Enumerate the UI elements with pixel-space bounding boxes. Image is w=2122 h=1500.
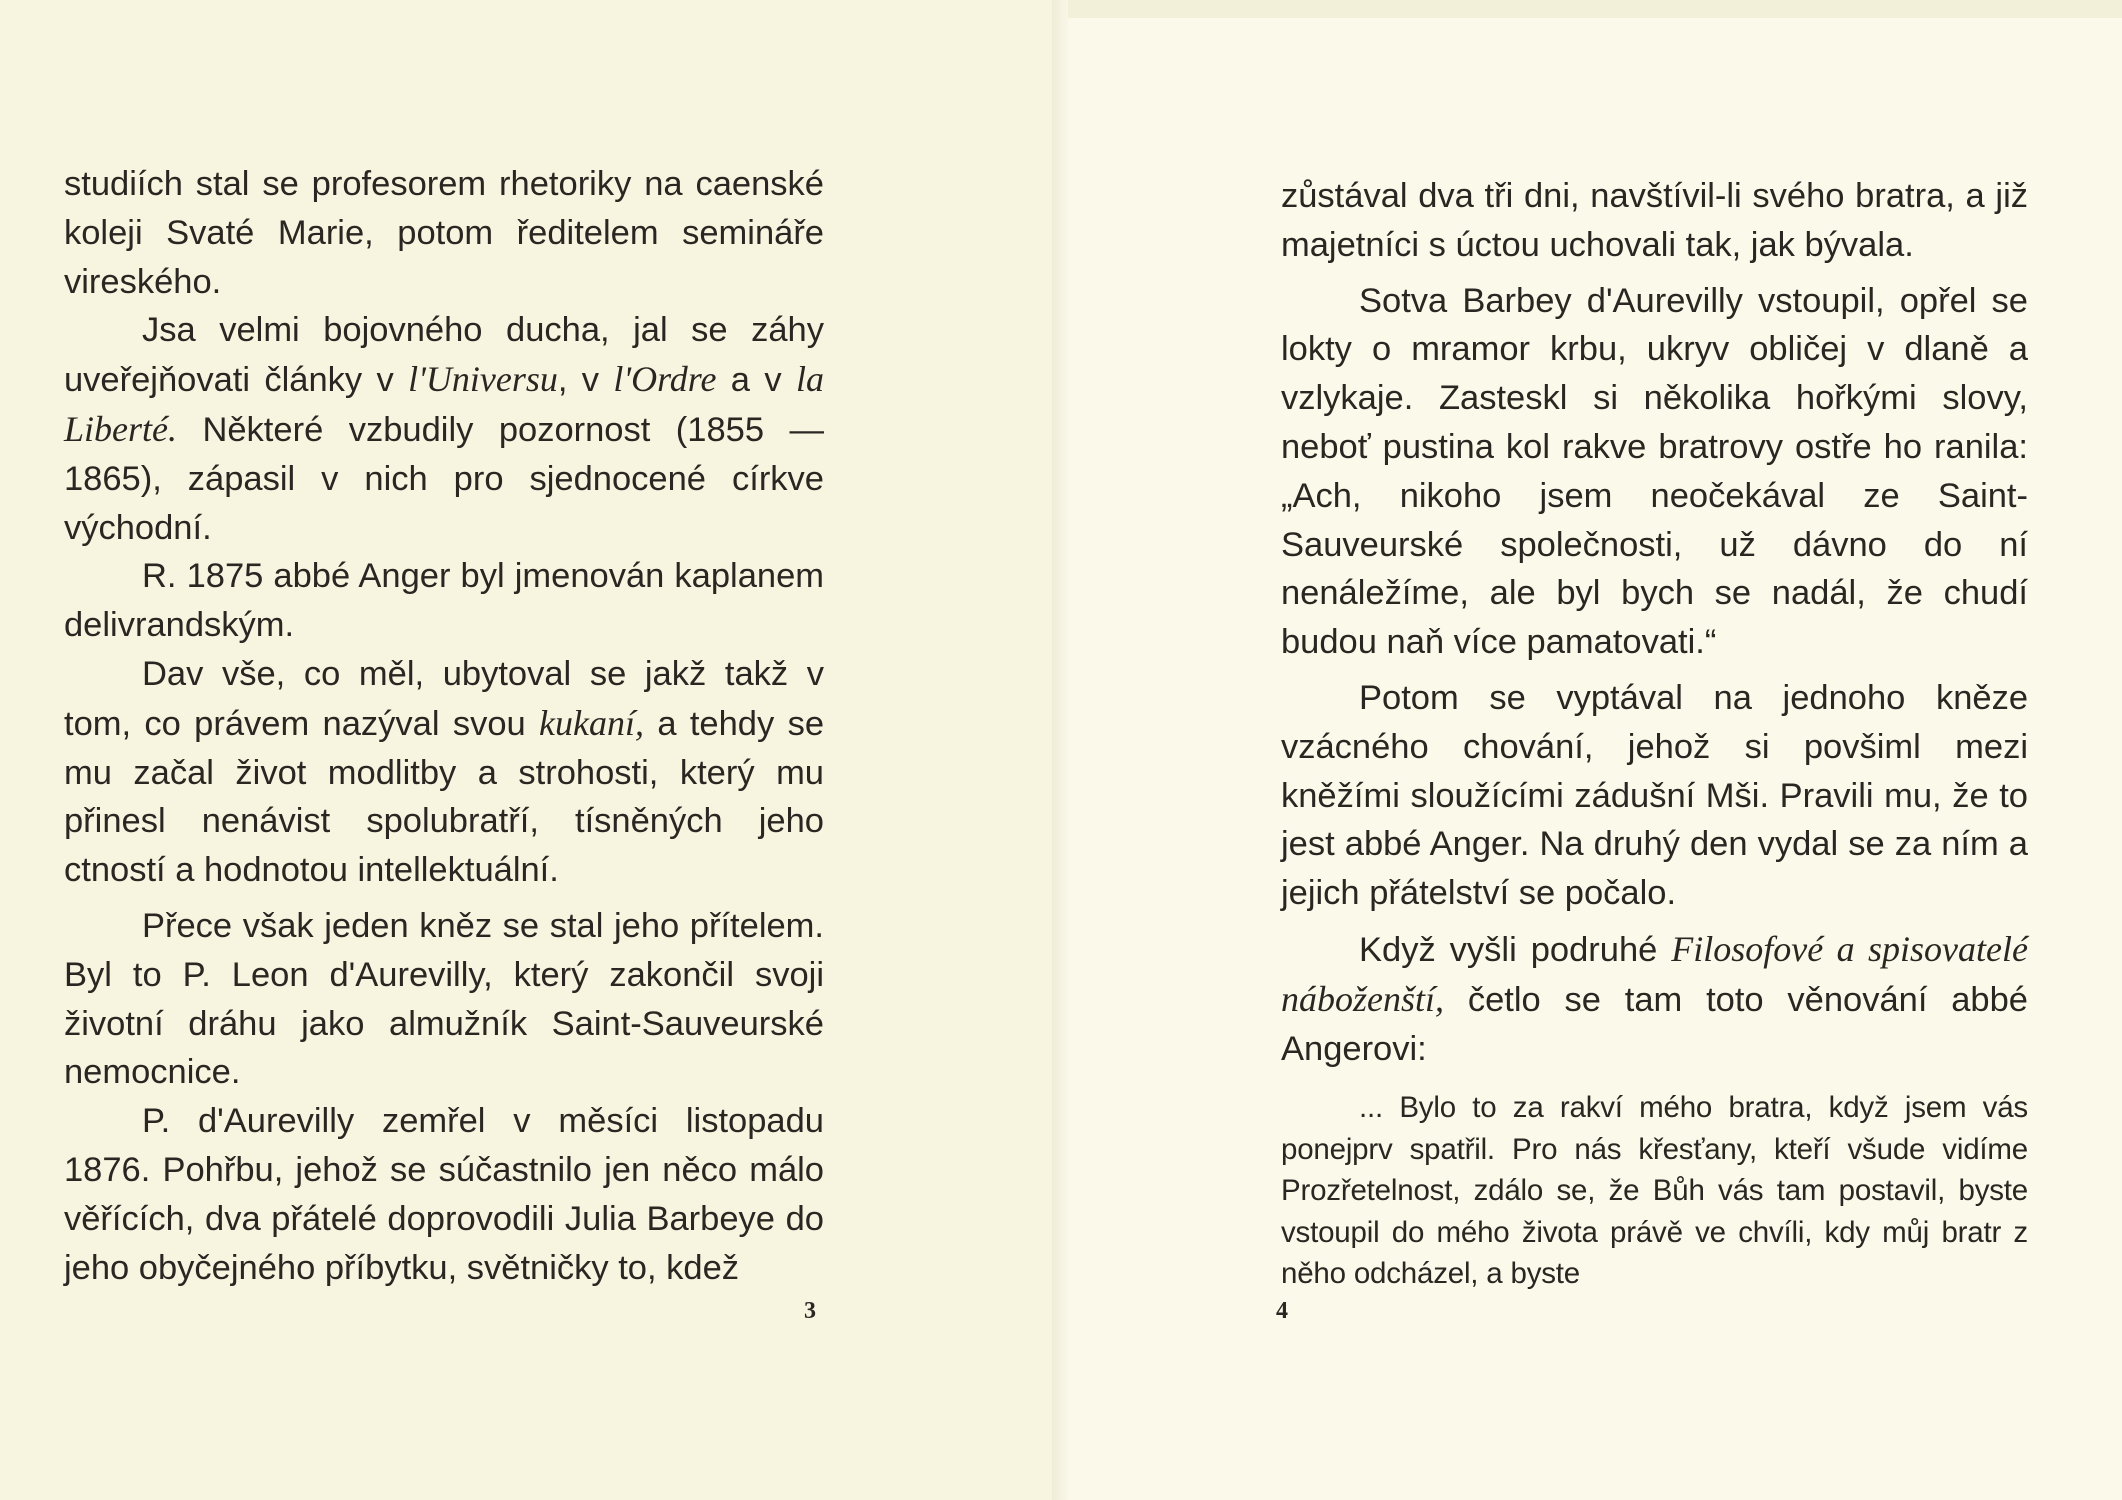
book-gutter: [1052, 0, 1068, 1500]
paragraph: Dav vše, co měl, ubytoval se jakž takž v tom, co právem nazýval svou kukaní, a tehdy se mu začal život modlitby a strohosti, který mu přinesl nenávist spolubratří, tísněných jeho ctností a hodnotou intellektuální.: [64, 654, 825, 890]
paragraph: Potom se vyptával na jednoho kněze vzácného chování, jehož si povšiml mezi kněžími sloužícími zádušní Mši. Pravili mu, že to jest abbé Anger. Na druhý den vydal se za ním a jejich přátelství se počalo.: [1281, 678, 2028, 913]
paragraph: P. d'Aurevilly zemřel v měsíci listopadu 1876. Pohřbu, jehož se súčastnilo jen něco málo věřících, dva přátelé doprovodili Julia Barbeye do jeho obyčejného příbytku, světničky to, kdež: [64, 1102, 824, 1287]
paragraph: studiích stal se profesorem rhetoriky na caenské koleji Svaté Marie, potom ředitelem semináře vireského.: [64, 165, 824, 301]
paragraph: Sotva Barbey d'Aurevilly vstoupil, opřel se lokty o mramor krbu, ukryv obličej v dlaně a vzlykaje. Zasteskl si několika hořkými slovy, neboť pustina kol rakve bratrovy ostře ho ranila: „Ach, nikoho jsem neočekával ze Saint-Sauveurské společnosti, už dávno do ní nenáležíme, ale byl bych se nadál, že chudí budou naň více pamatovati.“: [1281, 281, 2028, 662]
paragraph: zůstával dva tři dni, navštívil-li svého bratra, a již majetníci s úctou uchovali tak, jak bývala.: [1281, 177, 2028, 264]
paragraph: Jsa velmi bojovného ducha, jal se záhy uveřejňovati články v l'Universu, v l'Ordre a v la Liberté. Některé vzbudily pozornost (1855 —1865), zápasil v nich pro sjednocené církve východní.: [64, 311, 824, 547]
paragraph: R. 1875 abbé Anger byl jmenován kaplanem delivrandským.: [64, 557, 824, 645]
page-number: 3: [804, 1298, 816, 1324]
right-page-text: [1281, 172, 2028, 1295]
page-number: 4: [1276, 1298, 1288, 1324]
paragraph: Přece však jeden kněz se stal jeho přítelem. Byl to P. Leon d'Aurevilly, který zakončil svoji životní dráhu jako almužník Saint-Sauveurské nemocnice.: [64, 906, 824, 1092]
dedication-quote: ... Bylo to za rakví mého bratra, když jsem vás ponejprv spatřil. Pro nás křesťany, kteří všude vidíme Prozřetelnost, zdálo se, že Bůh vás tam postavil, byste vstoupil do mého života právě ve chvíli, kdy můj bratr z něho odcházel, a byste: [1281, 1091, 2028, 1291]
left-page-text: [64, 160, 824, 1292]
paragraph: Když vyšli podruhé Filosofové a spisovatelé náboženští, četlo se tam toto věnování abbé Angerovi:: [1281, 928, 2028, 1068]
